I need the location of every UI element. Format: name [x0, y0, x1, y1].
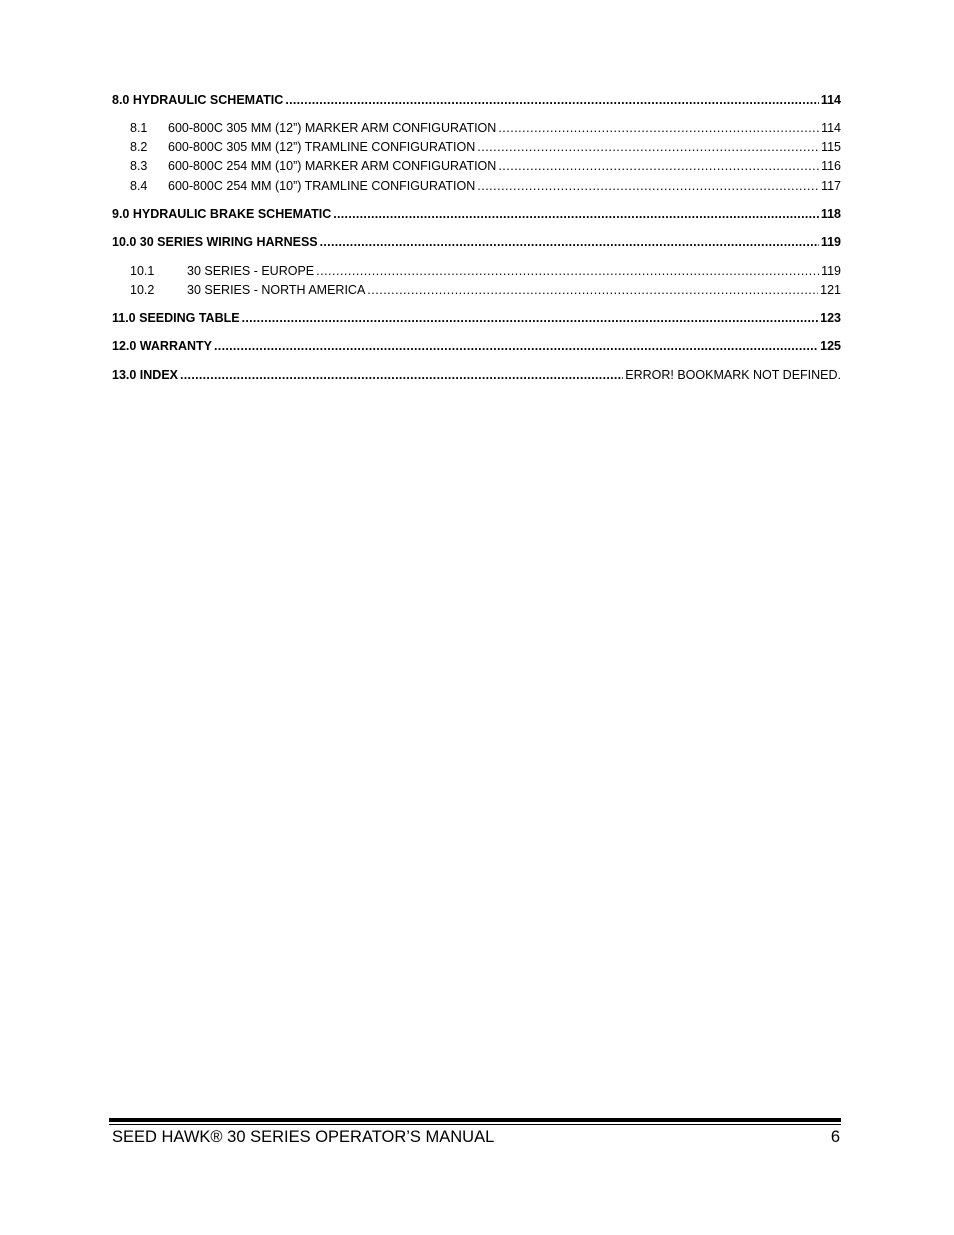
toc-entry-9-0[interactable]	[112, 202, 841, 222]
toc-entry-10-1[interactable]	[112, 259, 841, 279]
toc-entry-8-4[interactable]	[112, 174, 841, 194]
toc-entry-title: 600-800C 254 MM (10”) MARKER ARM CONFIGURATION	[168, 159, 497, 173]
toc-entry-page: 119	[821, 264, 841, 278]
toc-leader-dots	[285, 92, 819, 108]
toc-entry-title: 30 SERIES - EUROPE	[187, 264, 315, 278]
toc-entry-page: 114	[821, 121, 841, 135]
toc-leader-dots	[477, 139, 819, 155]
toc-entry-title: 11.0 SEEDING TABLE	[112, 311, 240, 325]
toc-entry-page: 121	[820, 283, 841, 297]
footer-page-number: 6	[830, 1128, 840, 1146]
toc-leader-dots	[333, 206, 819, 222]
toc-leader-dots	[320, 234, 819, 250]
toc-entry-title: 30 SERIES - NORTH AMERICA	[187, 283, 366, 297]
toc-entry-page: 125	[820, 339, 841, 353]
page-footer	[112, 1127, 840, 1147]
toc-entry-number: 10.1	[130, 264, 155, 278]
toc-leader-dots	[498, 158, 819, 174]
toc-entry-8-3[interactable]	[112, 154, 841, 174]
toc-leader-dots	[498, 120, 819, 136]
toc-entry-title: 12.0 WARRANTY	[112, 339, 213, 353]
toc-entry-12-0[interactable]	[112, 334, 841, 354]
toc-leader-dots	[316, 263, 819, 279]
toc-entry-8-1[interactable]	[112, 116, 841, 136]
toc-entry-number: 8.4	[130, 179, 148, 193]
toc-entry-title: 9.0 HYDRAULIC BRAKE SCHEMATIC	[112, 207, 332, 221]
toc-entry-page: 118	[820, 207, 841, 221]
toc-entry-title: 8.0 HYDRAULIC SCHEMATIC	[112, 93, 284, 107]
toc-entry-8-2[interactable]	[112, 135, 841, 155]
toc-entry-title: 600-800C 305 MM (12”) TRAMLINE CONFIGURATION	[168, 140, 476, 154]
toc-entry-page: 123	[820, 311, 841, 325]
toc-entry-title: 13.0 INDEX	[112, 368, 179, 382]
toc-entry-page: 119	[820, 235, 841, 249]
toc-entry-title: 10.0 30 SERIES WIRING HARNESS	[112, 235, 318, 249]
toc-leader-dots	[180, 367, 623, 383]
toc-entry-10-2[interactable]	[112, 278, 841, 298]
footer-manual-title: SEED HAWK® 30 SERIES OPERATOR’S MANUAL	[112, 1128, 495, 1146]
toc-leader-dots	[477, 178, 819, 194]
toc-entry-title: 600-800C 254 MM (10”) TRAMLINE CONFIGURATION	[168, 179, 476, 193]
toc-entry-number: 8.1	[130, 121, 148, 135]
toc-entry-number: 8.3	[130, 159, 148, 173]
toc-entry-page: 117	[821, 179, 841, 193]
toc-entry-13-0[interactable]	[112, 363, 841, 383]
toc-entry-10-0[interactable]	[112, 230, 841, 250]
footer-rule-thin	[109, 1124, 841, 1125]
toc-entry-title: 600-800C 305 MM (12”) MARKER ARM CONFIGURATION	[168, 121, 497, 135]
footer-rule-thick	[109, 1118, 841, 1122]
toc-entry-page: 114	[820, 93, 841, 107]
toc-leader-dots	[214, 338, 818, 354]
toc-entry-number: 8.2	[130, 140, 148, 154]
toc-leader-dots	[367, 282, 818, 298]
toc-entry-11-0[interactable]	[112, 306, 841, 326]
toc-entry-page: 115	[821, 140, 841, 154]
toc-entry-8-0[interactable]	[112, 88, 841, 108]
toc-entry-page: ERROR! BOOKMARK NOT DEFINED.	[625, 368, 841, 382]
toc-entry-number: 10.2	[130, 283, 155, 297]
toc-leader-dots	[242, 310, 819, 326]
toc-entry-page: 116	[821, 159, 841, 173]
